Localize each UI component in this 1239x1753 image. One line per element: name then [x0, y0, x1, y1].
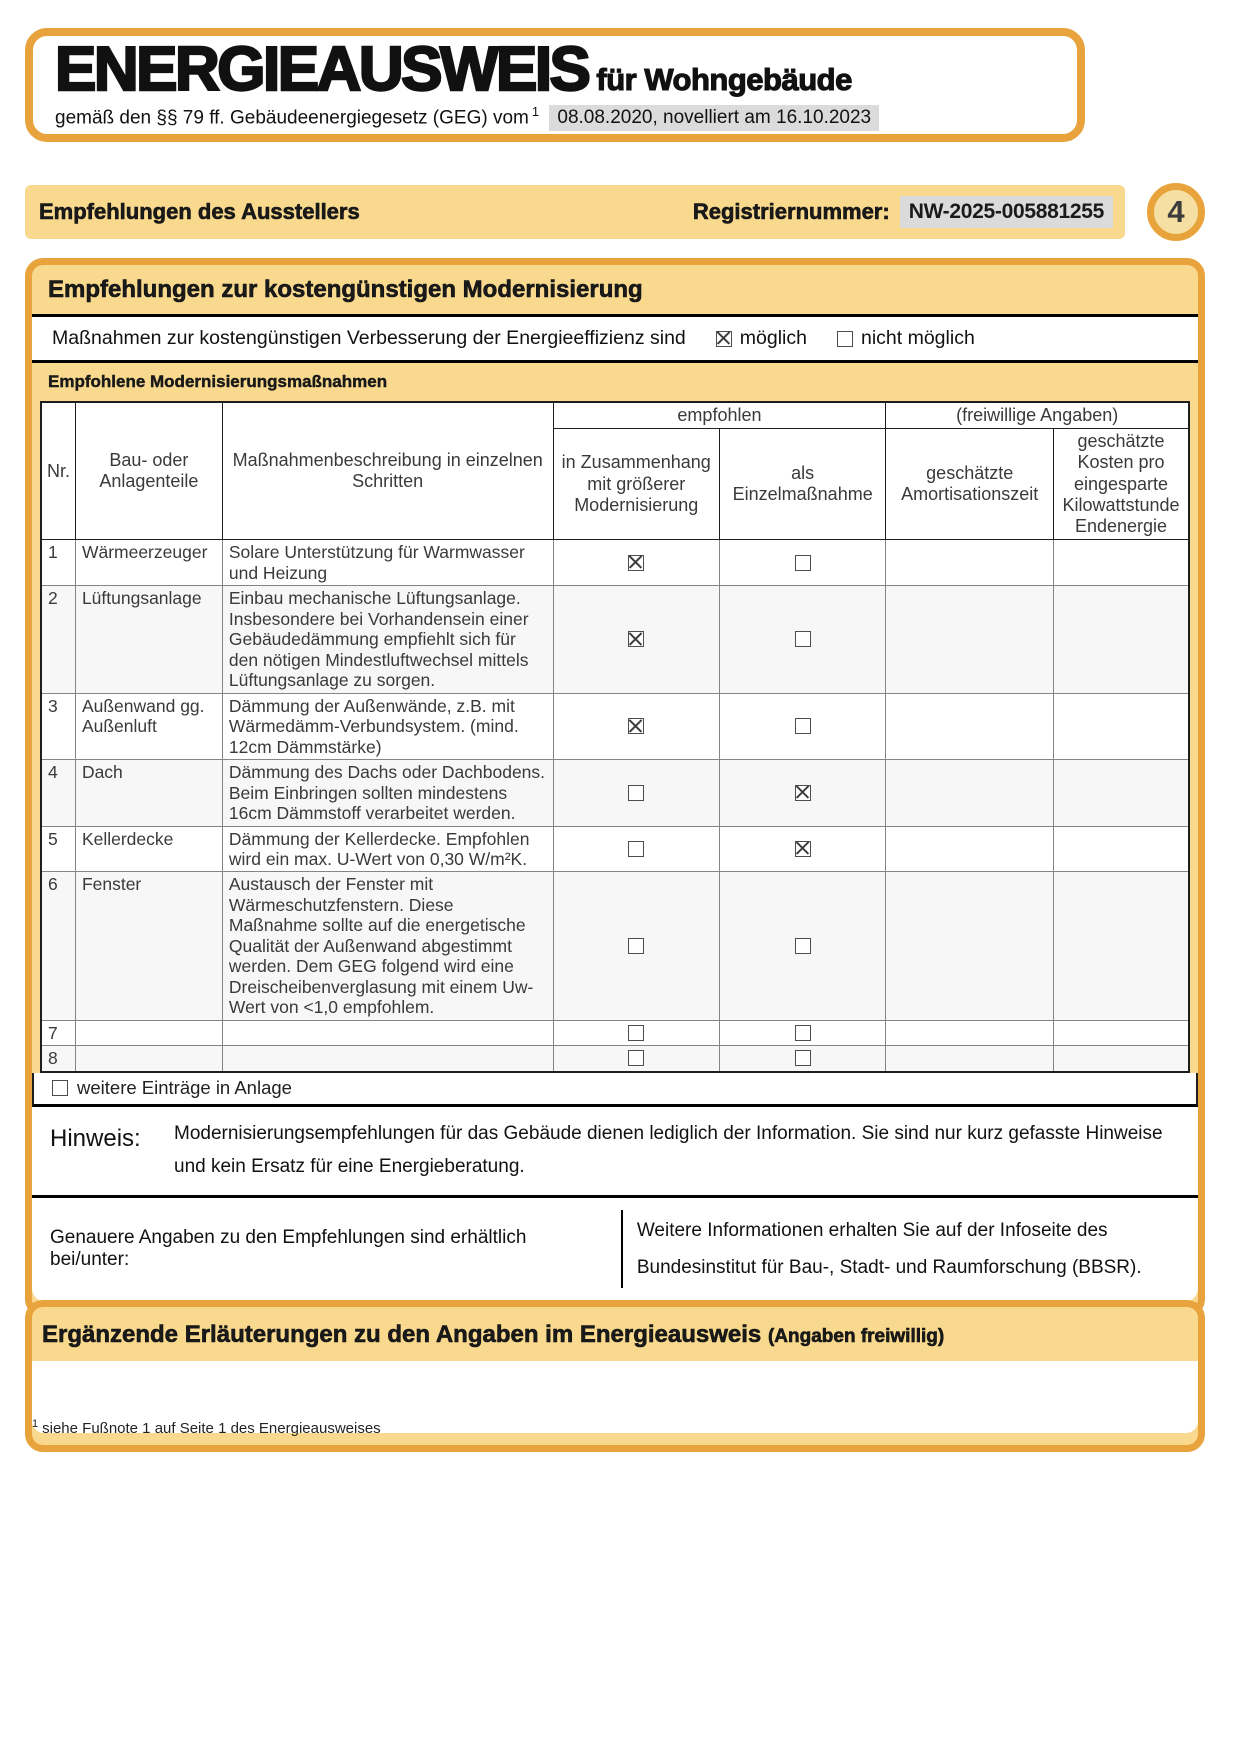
option-not-possible [837, 327, 975, 350]
details-value-line2: Bundesinstitut für Bau-, Stadt- und Raumforschung (BBSR). [636, 1257, 1142, 1279]
checkbox-unchecked[interactable] [628, 1025, 644, 1041]
row-description [222, 1046, 553, 1072]
header-description: Maßnahmenbeschreibung in einzelnen Schritten [222, 402, 553, 540]
checkbox-possible[interactable] [716, 331, 732, 347]
header-cost: geschätzte Kosten pro eingesparte Kilowattstunde Endenergie [1054, 429, 1190, 540]
cell-single-measure [719, 760, 885, 826]
checkbox-checked[interactable] [795, 841, 811, 857]
row-component: Kellerdecke [75, 826, 222, 872]
row-component [75, 1020, 222, 1045]
measure-row-7 [41, 1020, 1189, 1045]
row-description: Dämmung des Dachs oder Dachbodens. Beim Einbringen sollten mindestens 16cm Dämmstoff verarbeitet werden. [222, 760, 553, 826]
checkbox-unchecked[interactable] [795, 718, 811, 734]
registration-number-value: NW-2025-005881255 [900, 196, 1113, 228]
row-number: 3 [41, 693, 75, 759]
checkbox-checked[interactable] [628, 555, 644, 571]
supplement-title-text: Ergänzende Erläuterungen zu den Angaben im Energieausweis [42, 1321, 762, 1348]
header-group-voluntary: (freiwillige Angaben) [886, 402, 1189, 429]
cell-with-modernization [553, 826, 719, 872]
row-description: Austausch der Fenster mit Wärmeschutzfenstern. Diese Maßnahme sollte auf die energetische Qualität der Außenwand abgestimmt werden. Dem GEG folgend wird eine Dreischeibenverglasung mit einem Uw-Wert von <1,0 empfohlem. [222, 872, 553, 1020]
cell-cost [1054, 760, 1190, 826]
page-number-badge: 4 [1147, 183, 1205, 241]
registration-number-label: Registriernummer: [692, 199, 890, 224]
cell-single-measure [719, 872, 885, 1020]
checkbox-unchecked[interactable] [795, 938, 811, 954]
cell-cost [1054, 540, 1190, 586]
row-component: Wärmeerzeuger [75, 540, 222, 586]
checkbox-unchecked[interactable] [795, 1050, 811, 1066]
supplement-title [32, 1307, 1198, 1361]
cell-with-modernization [553, 760, 719, 826]
measures-table-header [41, 402, 1189, 540]
measure-row-6 [41, 872, 1189, 1020]
checkbox-unchecked[interactable] [795, 555, 811, 571]
header-component: Bau- oder Anlagenteile [75, 402, 222, 540]
law-reference-text: gemäß den §§ 79 ff. Gebäudeenergiegesetz (GEG) vom [55, 107, 529, 129]
cell-single-measure [719, 1046, 885, 1072]
page-footnote-text: siehe Fußnote 1 auf Seite 1 des Energieausweises [42, 1420, 381, 1437]
law-reference [55, 104, 1057, 129]
document-title-line [55, 34, 1057, 104]
page-footnote [32, 1418, 381, 1437]
measures-table [40, 401, 1190, 1073]
cell-with-modernization [553, 586, 719, 693]
cell-single-measure [719, 586, 885, 693]
more-entries-label: weitere Einträge in Anlage [77, 1076, 292, 1098]
registration-number-group [693, 196, 1113, 228]
checkbox-checked[interactable] [628, 631, 644, 647]
cell-with-modernization [553, 540, 719, 586]
cell-with-modernization [553, 1020, 719, 1045]
feasibility-text: Maßnahmen zur kostengünstigen Verbesserung der Energieeffizienz sind [52, 327, 686, 349]
option-possible [716, 327, 807, 350]
row-component [75, 1046, 222, 1072]
checkbox-checked[interactable] [795, 785, 811, 801]
cell-amortization [886, 1020, 1054, 1045]
section-banner [25, 185, 1125, 239]
row-description: Dämmung der Außenwände, z.B. mit Wärmedämm-Verbundsystem. (mind. 12cm Dämmstärke) [222, 693, 553, 759]
row-description: Solare Unterstützung für Warmwasser und Heizung [222, 540, 553, 586]
row-number: 5 [41, 826, 75, 872]
row-component: Dach [75, 760, 222, 826]
checkbox-not-possible[interactable] [837, 331, 853, 347]
header-group-recommended: empfohlen [553, 402, 886, 429]
checkbox-unchecked[interactable] [795, 631, 811, 647]
checkbox-unchecked[interactable] [628, 785, 644, 801]
measure-row-8 [41, 1046, 1189, 1072]
checkbox-unchecked[interactable] [795, 1025, 811, 1041]
cell-single-measure [719, 540, 885, 586]
checkbox-unchecked[interactable] [628, 1050, 644, 1066]
header-nr: Nr. [41, 402, 75, 540]
row-number: 2 [41, 586, 75, 693]
row-description: Einbau mechanische Lüftungsanlage. Insbesondere bei Vorhandensein einer Gebäudedämmung empfiehlt sich für den nötigen Mindestluftwechsel mittels Lüftungsanlage zu sorgen. [222, 586, 553, 693]
measure-row-5 [41, 826, 1189, 872]
law-dates-highlight: 08.08.2020, novelliert am 16.10.2023 [549, 105, 879, 131]
checkbox-unchecked[interactable] [628, 938, 644, 954]
header-single-measure: als Einzelmaßnahme [719, 429, 885, 540]
row-number: 6 [41, 872, 75, 1020]
recommendations-title: Empfehlungen zur kostengünstigen Modernisierung [48, 276, 643, 303]
cell-cost [1054, 826, 1190, 872]
details-label: Genauere Angaben zu den Empfehlungen sind erhältlich bei/unter: [50, 1227, 527, 1271]
measures-table-title: Empfohlene Modernisierungsmaßnahmen [48, 372, 388, 391]
document-title: ENERGIEAUSWEIS [55, 34, 589, 104]
cell-amortization [886, 872, 1054, 1020]
supplement-title-suffix: (Angaben freiwillig) [767, 1326, 945, 1347]
measure-row-1 [41, 540, 1189, 586]
cell-with-modernization [553, 1046, 719, 1072]
option-possible-label: möglich [739, 327, 807, 349]
cell-amortization [886, 693, 1054, 759]
footnote-marker-sup: 1 [531, 103, 540, 119]
cell-single-measure [719, 693, 885, 759]
cell-single-measure [719, 826, 885, 872]
page-footnote-marker: 1 [32, 1418, 39, 1430]
cell-amortization [886, 1046, 1054, 1072]
details-value-line1: Weitere Informationen erhalten Sie auf der Infoseite des [636, 1220, 1108, 1242]
section-banner-title: Empfehlungen des Ausstellers [39, 199, 360, 224]
cell-single-measure [719, 1020, 885, 1045]
measures-table-body [41, 540, 1189, 1072]
feasibility-row [32, 314, 1198, 363]
recommendations-section [25, 258, 1205, 1317]
details-value [621, 1210, 1152, 1288]
checkbox-more-entries[interactable] [52, 1080, 68, 1096]
cell-cost [1054, 1046, 1190, 1072]
more-entries-row [32, 1073, 1198, 1107]
document-title-suffix: für Wohngebäude [596, 61, 852, 97]
measure-row-3 [41, 693, 1189, 759]
measure-row-4 [41, 760, 1189, 826]
cell-amortization [886, 826, 1054, 872]
hint-label: Hinweis: [50, 1124, 141, 1152]
cell-cost [1054, 872, 1190, 1020]
cell-amortization [886, 586, 1054, 693]
checkbox-checked[interactable] [628, 718, 644, 734]
cell-with-modernization [553, 693, 719, 759]
row-component: Fenster [75, 872, 222, 1020]
row-number: 1 [41, 540, 75, 586]
section-banner-row [25, 183, 1205, 241]
row-component: Lüftungsanlage [75, 586, 222, 693]
cell-amortization [886, 760, 1054, 826]
cell-cost [1054, 693, 1190, 759]
cell-amortization [886, 540, 1054, 586]
header-amortization: geschätzte Amortisationszeit [886, 429, 1054, 540]
cell-cost [1054, 1020, 1190, 1045]
row-component: Außenwand gg. Außenluft [75, 693, 222, 759]
row-number: 8 [41, 1046, 75, 1072]
details-row [32, 1198, 1198, 1302]
checkbox-unchecked[interactable] [628, 841, 644, 857]
row-number: 7 [41, 1020, 75, 1045]
option-not-possible-label: nicht möglich [860, 327, 975, 349]
measure-row-2 [41, 586, 1189, 693]
cell-with-modernization [553, 872, 719, 1020]
document-header [25, 28, 1085, 142]
cell-cost [1054, 586, 1190, 693]
row-number: 4 [41, 760, 75, 826]
hint-row [32, 1107, 1198, 1199]
header-with-modernization: in Zusammenhang mit größerer Modernisierung [553, 429, 719, 540]
hint-text: Modernisierungsempfehlungen für das Gebäude dienen lediglich der Information. Sie sind nur kurz gefasste Hinweise und kein Ersatz für eine Energieberatung. [174, 1122, 1163, 1177]
row-description: Dämmung der Kellerdecke. Empfohlen wird ein max. U-Wert von 0,30 W/m²K. [222, 826, 553, 872]
row-description [222, 1020, 553, 1045]
